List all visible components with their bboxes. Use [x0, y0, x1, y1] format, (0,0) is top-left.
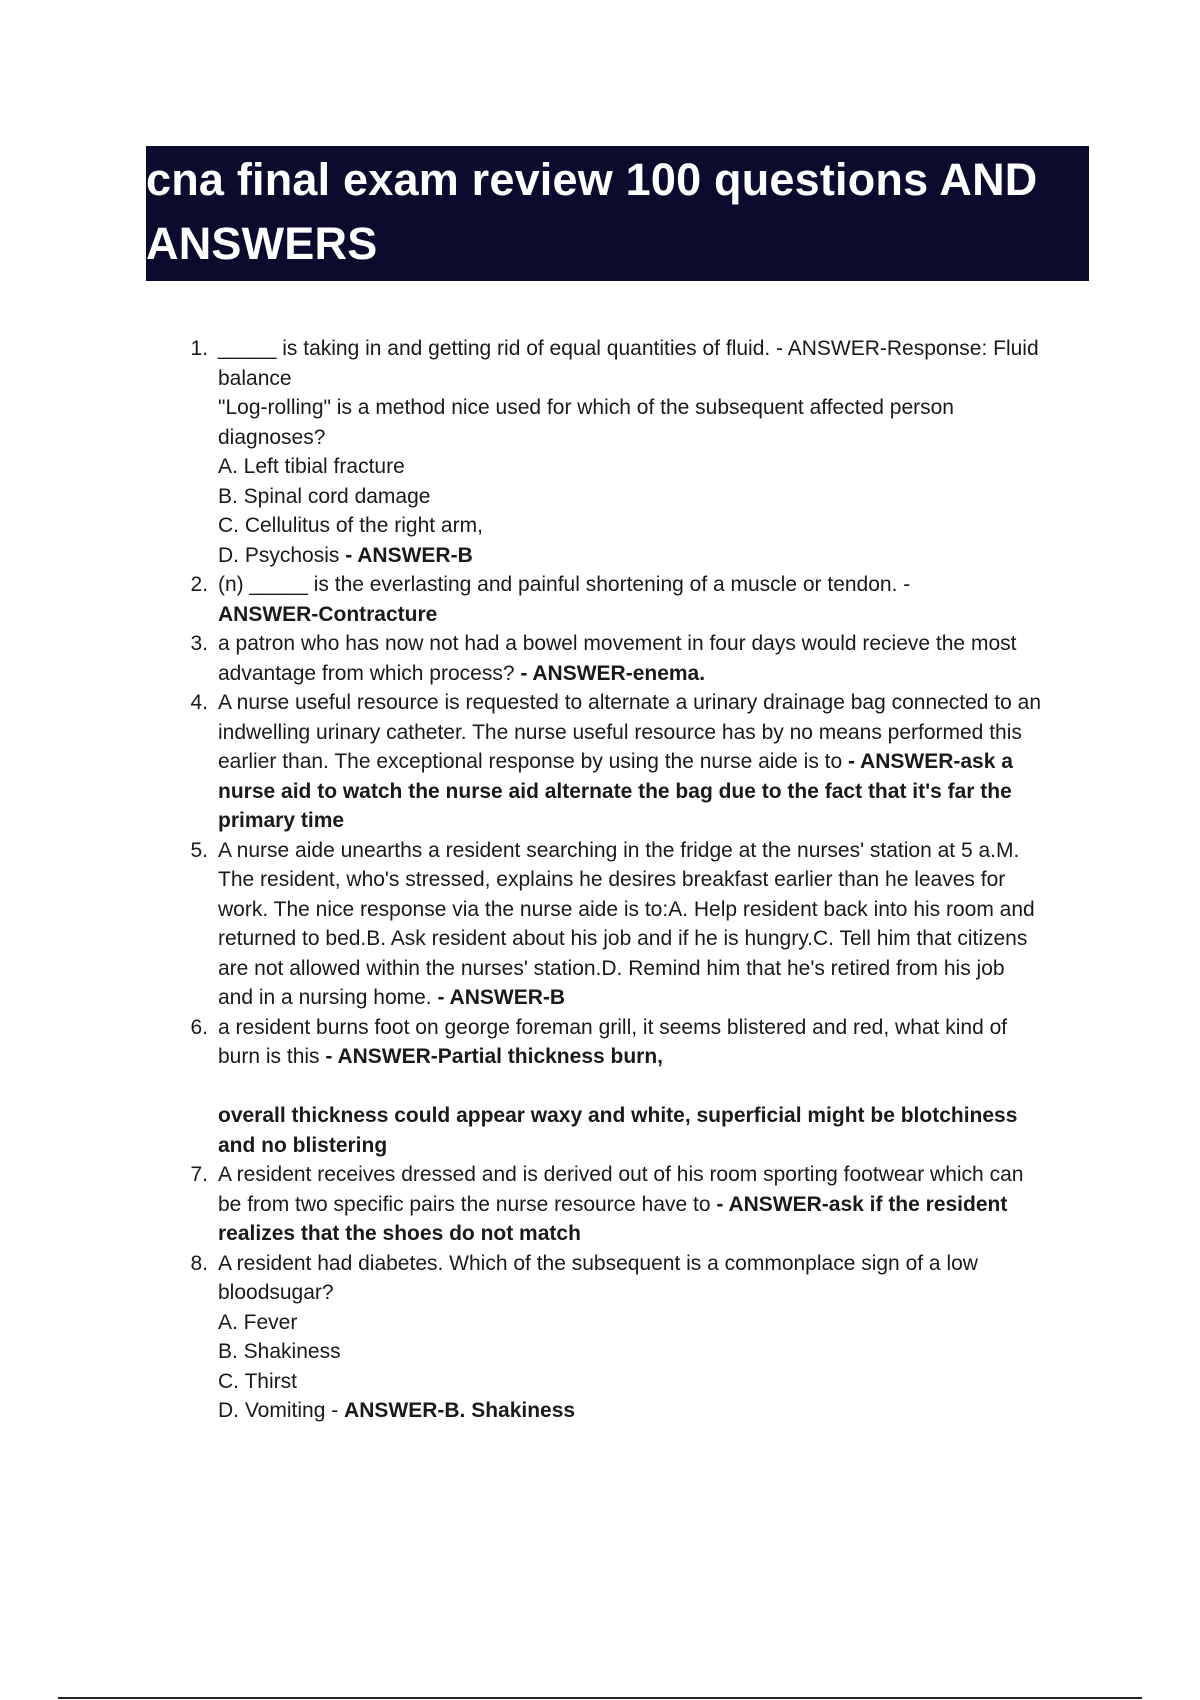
question-item-3 [190, 629, 1098, 688]
answer-text: - ANSWER-enema. [520, 661, 706, 685]
question-text: work. The nice response via the nurse aide is to:A. Help resident back into his room and [218, 897, 1035, 921]
question-item-6 [190, 1013, 1098, 1161]
question-item-1 [190, 334, 1098, 570]
question-text: A resident receives dressed and is derived out of his room sporting footwear which can [218, 1163, 1024, 1186]
question-text: earlier than. The exceptional response by using the nurse aide is to [218, 750, 848, 773]
answer-text: - ANSWER-B [437, 986, 566, 1009]
answer-option: C. Thirst [218, 1369, 297, 1393]
question-number: 1. [190, 337, 208, 360]
answer-option: B. Spinal cord damage [218, 484, 431, 508]
answer-text: ANSWER-B. Shakiness [344, 1399, 576, 1422]
question-item-5 [190, 836, 1098, 1013]
question-list [190, 334, 1098, 1426]
answer-text: - ANSWER-ask if the resident [716, 1192, 1008, 1216]
question-number: 4. [190, 691, 208, 714]
title-banner [146, 146, 1089, 281]
question-answer-line [218, 1190, 1098, 1220]
title-line-2: ANSWERS [146, 218, 378, 269]
question-number: 3. [190, 632, 208, 655]
answer-text: nurse aid to watch the nurse aid alternate the bag due to the fact that it's far the [218, 779, 1012, 803]
question-text: bloodsugar? [218, 1281, 334, 1304]
question-text: A nurse useful resource is requested to alternate a urinary drainage bag connected to an [218, 691, 1042, 714]
question-item-7 [190, 1160, 1098, 1249]
answer-text: realizes that the shoes do not match [218, 1222, 581, 1245]
question-answer-line [218, 747, 1098, 777]
question-text: A nurse aide unearths a resident searching in the fridge at the nurses' station at 5 a.M. [218, 838, 1020, 862]
question-answer-line [218, 1042, 1098, 1072]
footer-divider [58, 1697, 1142, 1699]
question-text: _____ is taking in and getting rid of equal quantities of fluid. - ANSWER-Response: Fluid [218, 337, 1039, 360]
question-text: indwelling urinary catheter. The nurse useful resource has by no means performed this [218, 720, 1022, 744]
answer-text: overall thickness could appear waxy and white, superficial might be blotchiness [218, 1104, 1018, 1127]
question-text: be from two specific pairs the nurse resource have to [218, 1192, 717, 1216]
title-line-1: cna final exam review 100 questions AND [146, 154, 1038, 205]
question-text: advantage from which process? [218, 661, 521, 685]
question-item-2 [190, 570, 1098, 629]
question-number: 8. [190, 1251, 208, 1275]
question-answer-line [218, 983, 1098, 1013]
answer-option: B. Shakiness [218, 1340, 341, 1363]
question-text: a resident burns foot on george foreman grill, it seems blistered and red, what kind of [218, 1015, 1008, 1039]
question-number: 6. [190, 1015, 208, 1039]
question-text: a patron who has now not had a bowel movement in four days would recieve the most [218, 632, 1017, 655]
question-number: 7. [190, 1163, 208, 1186]
question-text: diagnoses? [218, 425, 326, 449]
answer-text: - ANSWER-ask a [848, 750, 1013, 773]
question-text: A resident had diabetes. Which of the subsequent is a commonplace sign of a low [218, 1251, 978, 1275]
question-text: balance [218, 366, 292, 390]
answer-option: D. Psychosis [218, 543, 346, 567]
question-item-4 [190, 688, 1098, 836]
document-title [146, 148, 1089, 276]
blank-line [218, 1072, 1098, 1102]
answer-option: A. Fever [218, 1310, 298, 1334]
answer-option: D. Vomiting - [218, 1399, 345, 1422]
question-text: are not allowed within the nurses' station.D. Remind him that he's retired from his job [218, 956, 1005, 980]
answer-text: ANSWER-Contracture [218, 602, 438, 626]
answer-option: A. Left tibial fracture [218, 455, 405, 478]
question-number: 2. [190, 573, 208, 596]
question-text: The resident, who's stressed, explains he desires breakfast earlier than he leaves for [218, 868, 1006, 891]
answer-text: - ANSWER-B [345, 543, 473, 567]
answer-option-line [218, 1396, 1098, 1426]
question-text: burn is this [218, 1045, 326, 1068]
question-item-8 [190, 1249, 1098, 1426]
question-number: 5. [190, 838, 208, 862]
answer-text: - ANSWER-Partial thickness burn, [325, 1045, 664, 1068]
answer-text: and no blistering [218, 1133, 388, 1157]
answer-text: primary time [218, 809, 345, 832]
answer-option-line [218, 541, 1098, 571]
question-text: "Log-rolling" is a method nice used for which of the subsequent affected person [218, 396, 954, 419]
answer-option: C. Cellulitus of the right arm, [218, 514, 483, 537]
question-text: and in a nursing home. [218, 986, 438, 1009]
question-text: returned to bed.B. Ask resident about his job and if he is hungry.C. Tell him that citizens [218, 927, 1028, 950]
question-answer-line [218, 659, 1098, 689]
question-text: (n) _____ is the everlasting and painful shortening of a muscle or tendon. - [218, 573, 911, 596]
